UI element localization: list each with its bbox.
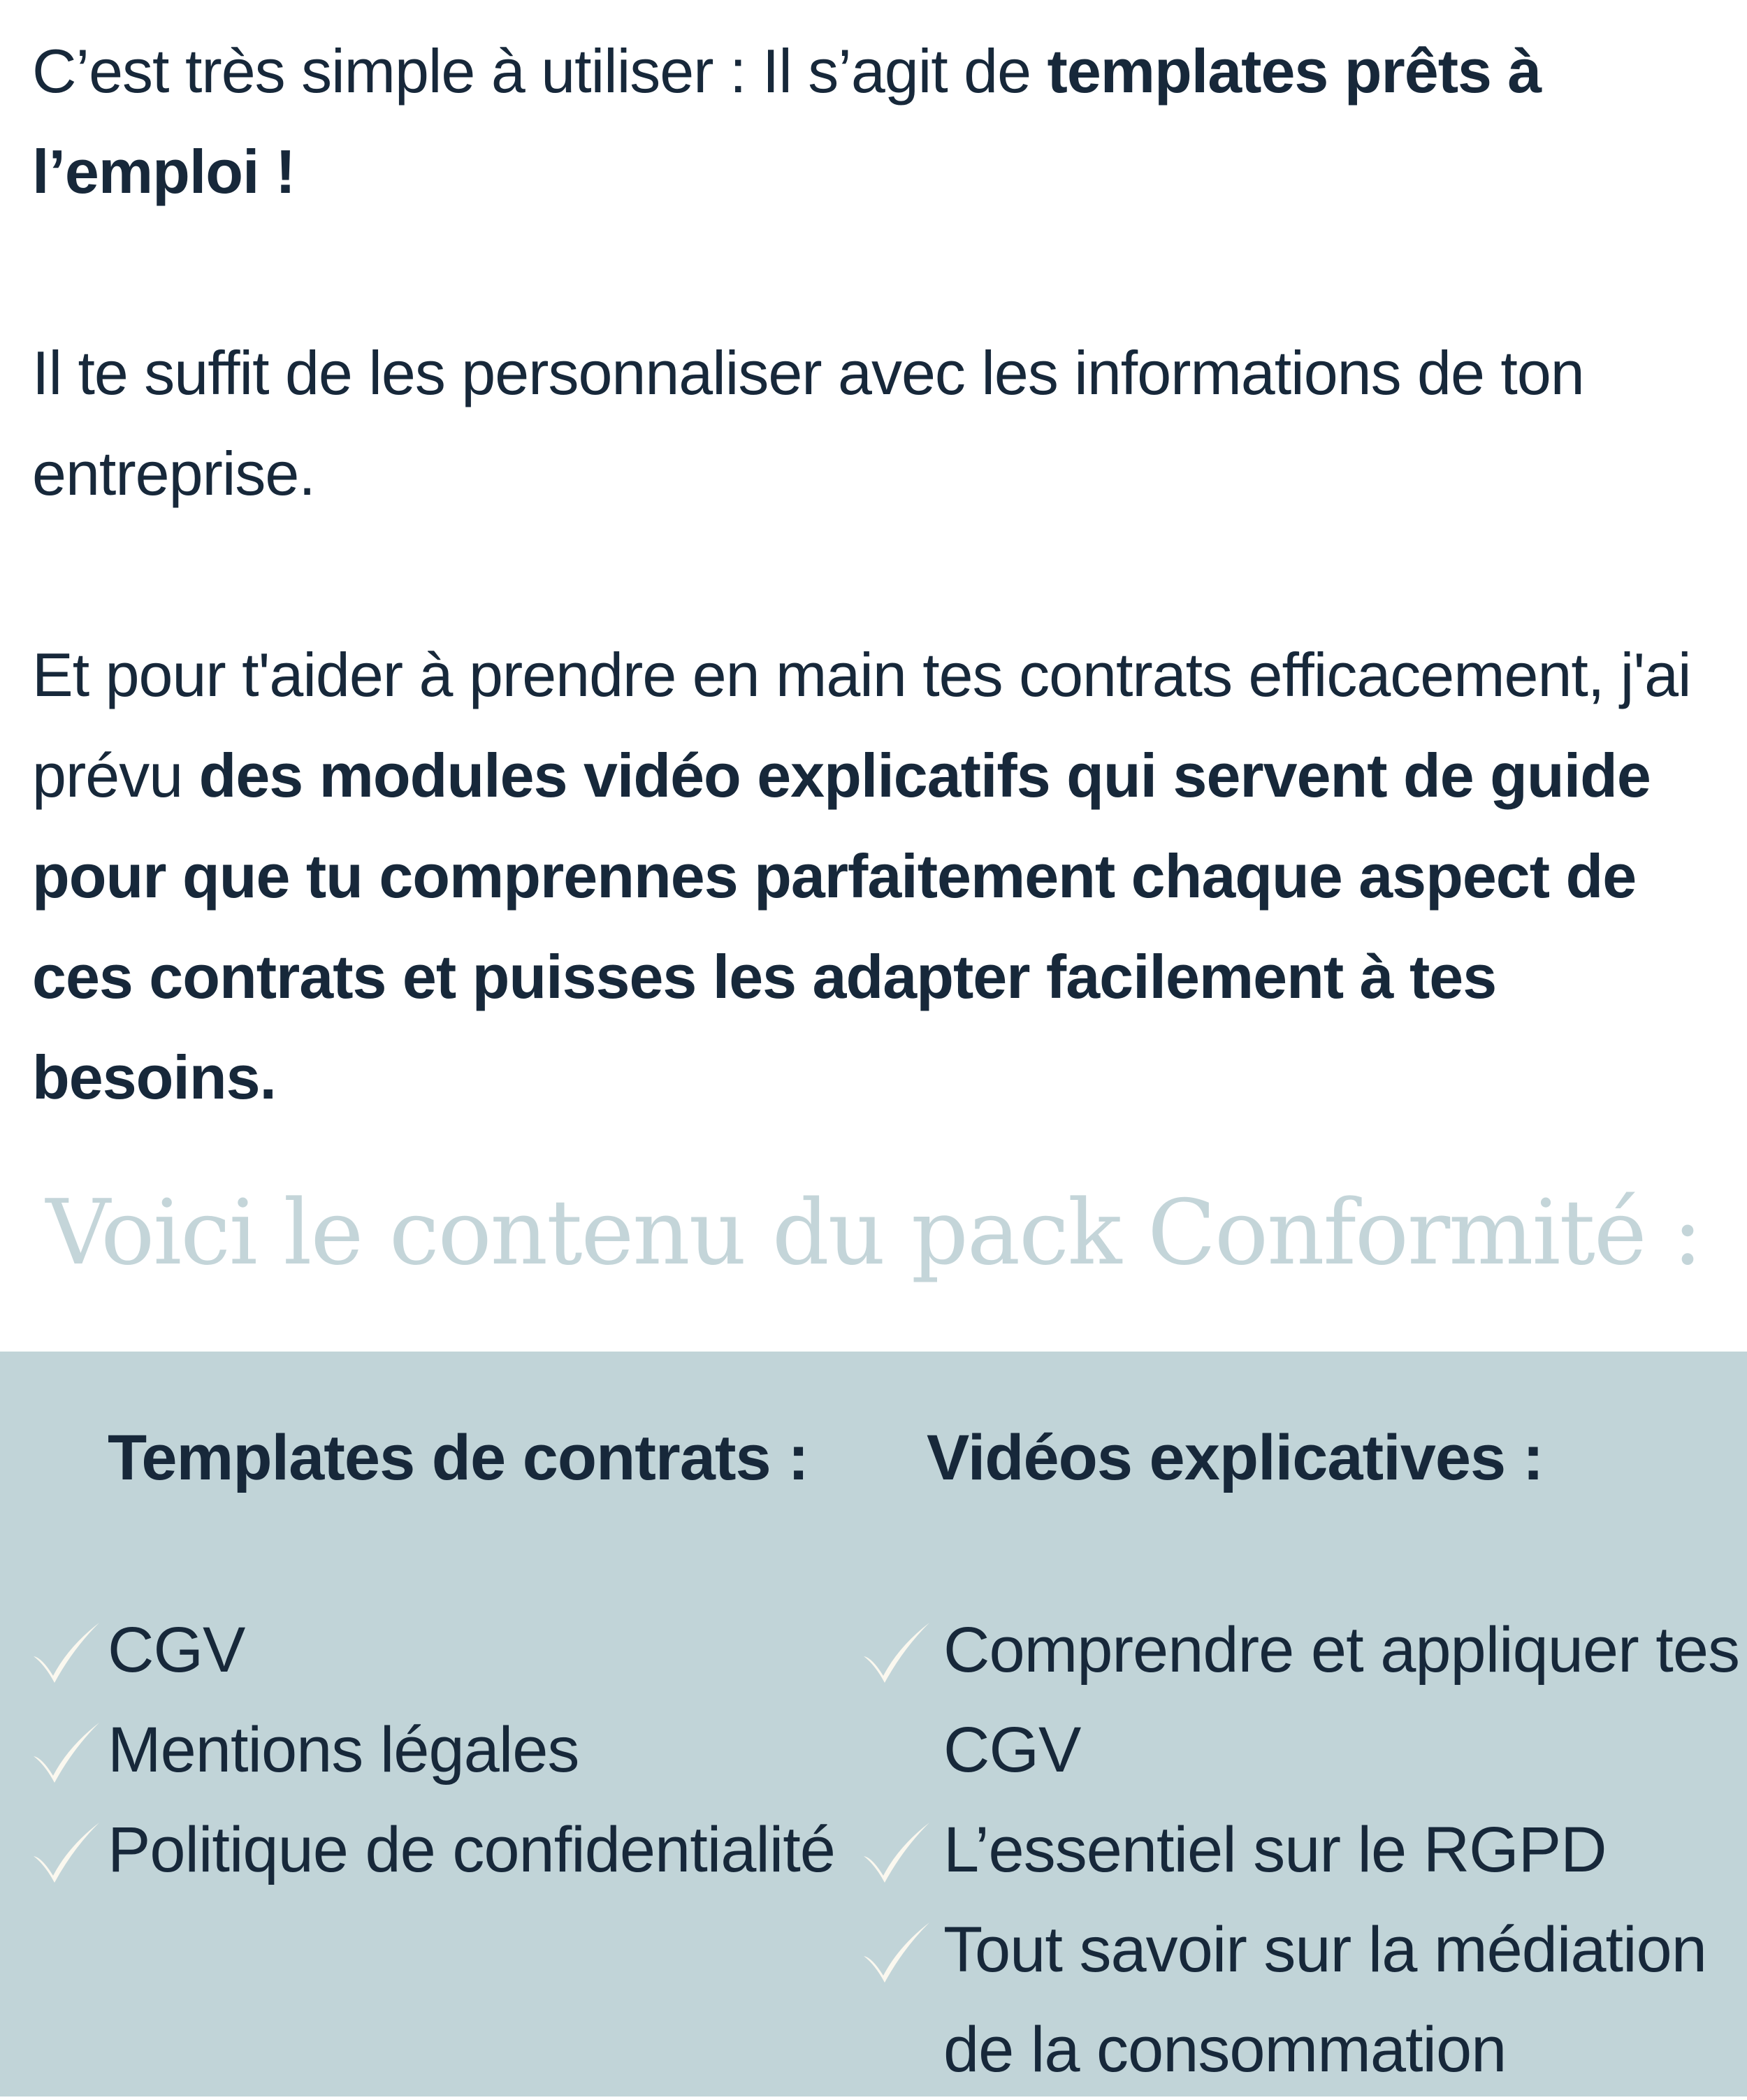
list-item: [860, 1800, 1747, 1900]
intro-p1-bold: templates prêts à l’emploi !: [32, 36, 1542, 206]
list-item: [860, 1900, 1747, 2100]
templates-heading: Templates de contrats :: [108, 1422, 809, 1493]
template-item-label: Mentions légales: [108, 1714, 579, 1786]
intro-p3-bold: des modules vidéo explicatifs qui servent de guide pour que tu comprennes parfaitement chaque aspect de ces contrats et puisses les adapter facilement à tes besoins.: [32, 741, 1651, 1112]
checkmark-icon: [860, 1616, 932, 1686]
list-item: [0, 1800, 860, 1900]
intro-p1-text: C’est très simple à utiliser : Il s’agit de: [32, 36, 1048, 106]
templates-list: [0, 1600, 860, 1900]
video-item-label: Comprendre et appliquer tes CGV: [943, 1614, 1739, 1786]
intro-paragraph-3: [32, 625, 1730, 1128]
video-item-label: L’essentiel sur le RGPD: [943, 1814, 1607, 1885]
intro-text: [32, 21, 1730, 1229]
checkmark-icon: [29, 1816, 102, 1885]
checkmark-icon: [860, 1916, 932, 1985]
list-item: [860, 1600, 1747, 1800]
list-item: [0, 1600, 860, 1700]
list-item: [0, 1700, 860, 1800]
video-item-label: Tout savoir sur la médiation de la consommation: [943, 1914, 1706, 2085]
intro-paragraph-2: Il te suffit de les personnaliser avec les informations de ton entreprise.: [32, 338, 1584, 508]
checkmark-icon: [29, 1716, 102, 1786]
checkmark-icon: [860, 1816, 932, 1885]
template-item-label: Politique de confidentialité: [108, 1814, 835, 1885]
videos-list: [860, 1600, 1747, 2100]
checkmark-icon: [29, 1616, 102, 1686]
pack-title: Voici le contenu du pack Conformité :: [45, 1181, 1702, 1285]
intro-p3-text: Et pour t'aider à prendre en main tes contrats efficacement, j'ai prévu: [32, 640, 1691, 810]
intro-paragraph-1: [32, 21, 1730, 222]
template-item-label: CGV: [108, 1614, 245, 1686]
pack-contents-panel: [0, 1352, 1747, 2097]
videos-heading: Vidéos explicatives :: [927, 1422, 1544, 1493]
